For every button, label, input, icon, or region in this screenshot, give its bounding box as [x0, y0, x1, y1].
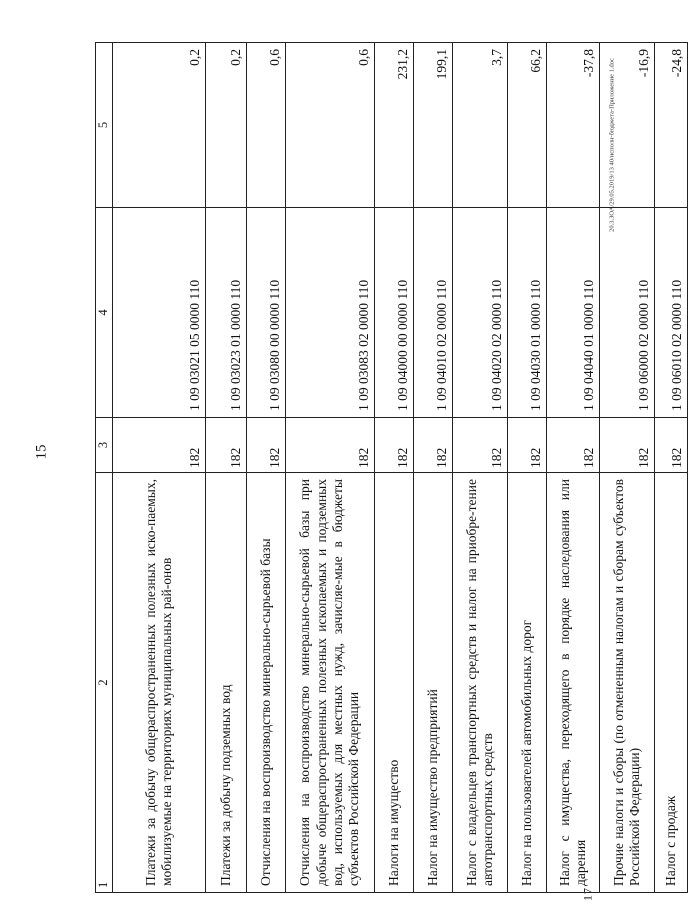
header-col-4: 4: [96, 208, 113, 418]
row-code-cell: 182: [206, 418, 247, 473]
row-code-cell: 182: [547, 418, 600, 473]
row-kbk-cell: 1 09 06010 02 0000 110: [655, 208, 688, 418]
row-kbk-cell: 1 09 03021 05 0000 110: [113, 208, 206, 418]
row-kbk-cell: 1 09 03080 00 0000 110: [247, 208, 286, 418]
row-kbk-cell: 1 09 03083 02 0000 110: [286, 208, 375, 418]
table-row: [600, 43, 655, 893]
row-name-cell: Налог с владельцев транспортных средств и налог на приобре-тение автотранспортных средств: [453, 473, 508, 893]
budget-table: [95, 42, 688, 893]
table-row: [206, 43, 247, 893]
row-amount-cell: 0,2: [206, 43, 247, 208]
table-row: [655, 43, 688, 893]
row-name-cell: Прочие налоги и сборы (по отмененным налогам и сборам субъектов Российской Федерации): [600, 473, 655, 893]
row-kbk-cell: 1 09 03023 01 0000 110: [206, 208, 247, 418]
table-row: [508, 43, 547, 893]
table-row: [113, 43, 206, 893]
row-name-cell: Платежи за добычу подземных вод: [206, 473, 247, 893]
row-amount-cell: 66,2: [508, 43, 547, 208]
row-amount-cell: 0,2: [113, 43, 206, 208]
row-amount-cell: 199,1: [414, 43, 453, 208]
row-kbk-cell: 1 09 04020 02 0000 110: [453, 208, 508, 418]
row-code-cell: 182: [414, 418, 453, 473]
row-name-cell: Отчисления на воспроизводство минерально-сырьевой базы: [247, 473, 286, 893]
row-amount-cell: -37,8: [547, 43, 600, 208]
scan-mark: 17: [580, 887, 595, 901]
row-amount-cell: 0,6: [247, 43, 286, 208]
table-row: [375, 43, 414, 893]
row-kbk-cell: 1 09 06000 02 0000 110: [600, 208, 655, 418]
row-code-cell: 182: [286, 418, 375, 473]
row-amount-cell: -24,8: [655, 43, 688, 208]
row-amount-cell: 0,6: [286, 43, 375, 208]
header-row: [96, 43, 113, 893]
row-name-cell: Налог на пользователей автомобильных дорог: [508, 473, 547, 893]
row-code-cell: 182: [247, 418, 286, 473]
row-amount-cell: -16,9: [600, 43, 655, 208]
row-kbk-cell: 1 09 04030 01 0000 110: [508, 208, 547, 418]
row-code-cell: 182: [453, 418, 508, 473]
row-kbk-cell: 1 09 04040 01 0000 110: [547, 208, 600, 418]
table-row: [286, 43, 375, 893]
header-col-2: 1 2: [96, 473, 113, 893]
header-col-3: 3: [96, 418, 113, 473]
table-row: [547, 43, 600, 893]
header-col-5: 5: [96, 43, 113, 208]
row-code-cell: 182: [600, 418, 655, 473]
row-code-cell: 182: [655, 418, 688, 473]
row-amount-cell: 231,2: [375, 43, 414, 208]
table-row: [247, 43, 286, 893]
row-kbk-cell: 1 09 04000 00 0000 110: [375, 208, 414, 418]
row-code-cell: 182: [113, 418, 206, 473]
row-name-cell: Платежи за добычу общераспространенных полезных иско-паемых, мобилизуемые на территориях муниципальных рай-онов: [113, 473, 206, 893]
row-name-cell: Налоги на имущество: [375, 473, 414, 893]
row-code-cell: 182: [375, 418, 414, 473]
row-name-cell: Налог с имущества, переходящего в порядке наследования или дарения: [547, 473, 600, 893]
row-name-cell: Налог на имущество предприятий: [414, 473, 453, 893]
row-name-cell: Отчисления на воспроизводство минерально-сырьевой базы при добыче общераспространенных полезных ископаемых и подземных вод, используемых для местных нужд, зачисляе-мые в бюджеты субъектов Российской Федерации: [286, 473, 375, 893]
page-number: 15: [33, 444, 50, 460]
row-code-cell: 182: [508, 418, 547, 473]
table-row: [414, 43, 453, 893]
footer-file-path: 20.3.ЗОА/29.05.2019/13 40/исполн-бюджета-Приложение 1.doc: [608, 58, 616, 232]
table-row: [453, 43, 508, 893]
row-amount-cell: 3,7: [453, 43, 508, 208]
row-kbk-cell: 1 09 04010 02 0000 110: [414, 208, 453, 418]
row-name-cell: Налог с продаж: [655, 473, 688, 893]
